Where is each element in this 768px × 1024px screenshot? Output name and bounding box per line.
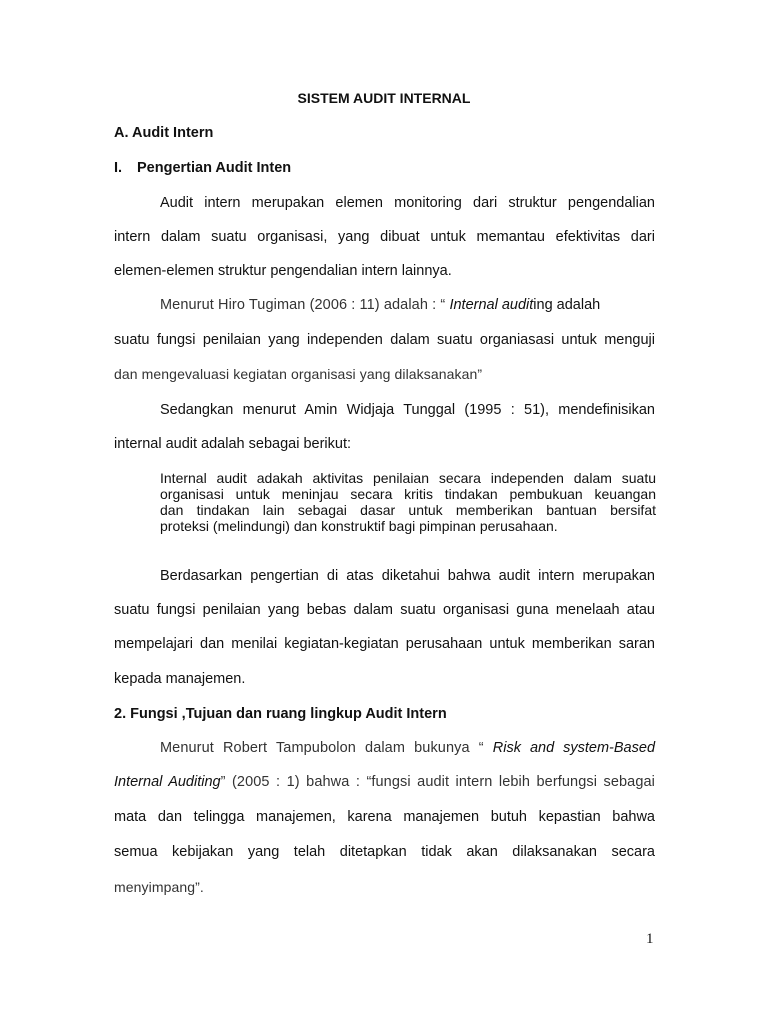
block-quote-line-3: dan tindakan lain sebagai dasar untuk memberikan bantuan bersifat xyxy=(160,502,656,518)
block-quote xyxy=(160,470,656,534)
subsection-number-1: I. xyxy=(114,160,123,176)
paragraph-2-line-1 xyxy=(160,297,600,313)
paragraph-5-italic-title-part-1: Risk and system-Based xyxy=(492,740,656,756)
paragraph-5-line-1-text: Menurut Robert Tampubolon dalam bukunya “ xyxy=(160,740,493,756)
paragraph-2-line-2: suatu fungsi penilaian yang independen dalam suatu organiasasi untuk menguji xyxy=(114,332,655,348)
page-number: 1 xyxy=(646,931,654,947)
paragraph-4-line-4: kepada manajemen. xyxy=(114,671,246,687)
paragraph-2-line-1-text: Menurut Hiro Tugiman (2006 : 11) adalah : “ xyxy=(160,297,450,313)
paragraph-5-line-4: semua kebijakan yang telah ditetapkan tidak akan dilaksanakan secara xyxy=(114,844,655,860)
paragraph-5-line-5: menyimpang”. xyxy=(114,879,204,895)
block-quote-line-4: proteksi (melindungi) dan konstruktif bagi pimpinan perusahaan. xyxy=(160,518,558,534)
paragraph-3-line-1: Sedangkan menurut Amin Widjaja Tunggal (1995 : 51), mendefinisikan xyxy=(160,402,655,418)
paragraph-1-line-3: elemen-elemen struktur pengendalian intern lainnya. xyxy=(114,263,452,279)
paragraph-2-line-1-end: ing adalah xyxy=(533,297,601,313)
subsection-heading-1: Pengertian Audit Inten xyxy=(137,160,292,176)
paragraph-5-line-3: mata dan telingga manajemen, karena manajemen butuh kepastian bahwa xyxy=(114,809,655,825)
paragraph-1-line-1: Audit intern merupakan elemen monitoring dari struktur pengendalian xyxy=(160,195,655,211)
paragraph-5-italic-title-part-2: Internal Auditing xyxy=(114,774,221,790)
paragraph-1-line-2: intern dalam suatu organisasi, yang dibuat untuk memantau efektivitas dari xyxy=(114,229,655,245)
paragraph-5-line-2-text: ” (2005 : 1) bahwa : “fungsi audit intern lebih berfungsi sebagai xyxy=(220,774,655,790)
block-quote-line-2: organisasi untuk meninjau secara kritis tindakan pembukuan keuangan xyxy=(160,486,656,502)
paragraph-4-line-3: mempelajari dan menilai kegiatan-kegiatan perusahaan untuk memberikan saran xyxy=(114,636,655,652)
block-quote-line-1: Internal audit adakah aktivitas penilaian secara independen dalam suatu xyxy=(160,470,656,486)
section-heading-a: A. Audit Intern xyxy=(114,125,214,141)
paragraph-2-italic-term: Internal audit xyxy=(449,297,534,313)
paragraph-5-line-1 xyxy=(160,740,655,756)
paragraph-3-line-2: internal audit adalah sebagai berikut: xyxy=(114,436,351,452)
paragraph-2-line-3: dan mengevaluasi kegiatan organisasi yang dilaksanakan” xyxy=(114,366,483,382)
paragraph-4-line-2: suatu fungsi penilaian yang bebas dalam suatu organisasi guna menelaah atau xyxy=(114,602,655,618)
document-title: SISTEM AUDIT INTERNAL xyxy=(297,90,471,106)
paragraph-4-line-1: Berdasarkan pengertian di atas diketahui bahwa audit intern merupakan xyxy=(160,568,655,584)
paragraph-5-line-2 xyxy=(114,774,655,790)
subsection-heading-2: 2. Fungsi ,Tujuan dan ruang lingkup Audit Intern xyxy=(114,706,447,722)
